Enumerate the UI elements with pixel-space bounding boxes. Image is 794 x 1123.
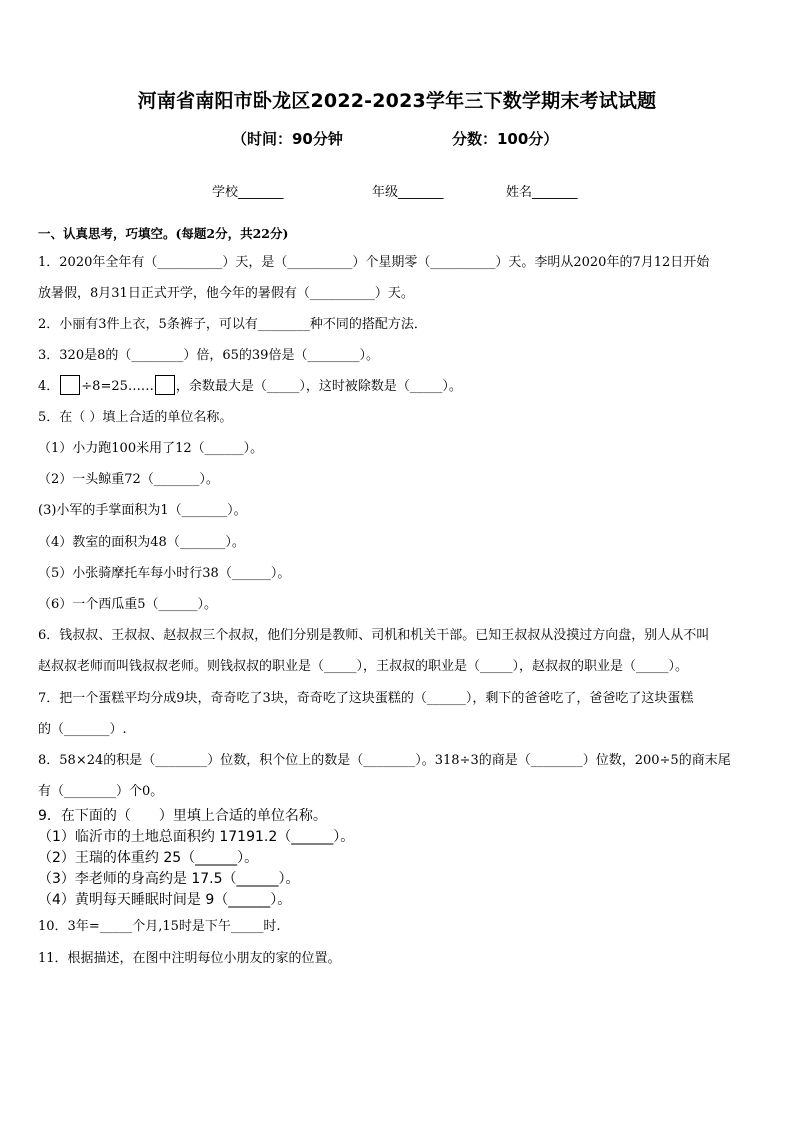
question-4 bbox=[38, 375, 462, 395]
question-4-middle: ÷8=25…… bbox=[81, 379, 154, 394]
question-10: 10．3年=_____个月,15时是下午_____时. bbox=[38, 919, 281, 934]
dividend-box bbox=[60, 375, 80, 395]
question-5-item-2: （2）一头鲸重72（_______）。 bbox=[38, 472, 219, 487]
question-5-item-6: （6）一个西瓜重5（______）。 bbox=[38, 597, 218, 612]
page-title: 河南省南阳市卧龙区2022-2023学年三下数学期末考试试题 bbox=[137, 90, 657, 112]
question-8-line-1: 8．58×24的积是（________）位数，积个位上的数是（________）。318÷3的商是（________）位数，200÷5的商末尾 bbox=[38, 753, 731, 768]
question-9-item-4: （4）黄明每天睡眠时间是 9（______）。 bbox=[38, 892, 292, 908]
question-9-item-1: （1）临沂市的土地总面积约 17191.2（______）。 bbox=[38, 829, 355, 845]
question-4-suffix: ，余数最大是（_____），这时被除数是（_____）。 bbox=[175, 379, 462, 394]
question-4-prefix: 4． bbox=[38, 379, 60, 394]
question-7-line-1: 7．把一个蛋糕平均分成9块，奇奇吃了3块，奇奇吃了这块蛋糕的（______），剩下的爸爸吃了，爸爸吃了这块蛋糕 bbox=[38, 691, 694, 706]
grade-field: 年级_______ bbox=[372, 185, 444, 200]
question-9-item-2: （2）王瑞的体重约 25（______）。 bbox=[38, 850, 259, 866]
question-8-line-2: 有（________）个0。 bbox=[38, 784, 164, 799]
exam-score: 分数：100分） bbox=[452, 130, 559, 148]
question-3: 3．320是8的（________）倍，65的39倍是（________）。 bbox=[38, 348, 379, 363]
question-2: 2．小丽有3件上衣，5条裤子，可以有________种不同的搭配方法． bbox=[38, 317, 427, 332]
name-field: 姓名_______ bbox=[506, 185, 578, 200]
question-9: 9．在下面的（ ）里填上合适的单位名称。 bbox=[38, 808, 327, 824]
question-5-item-4: （4）教室的面积为48（_______）。 bbox=[38, 535, 245, 550]
question-1-line-1: 1．2020年全年有（__________）天，是（__________）个星期零（__________）天。李明从2020年的7月12日开始 bbox=[38, 255, 710, 270]
question-11: 11．根据描述，在图中注明每位小朋友的家的位置。 bbox=[38, 951, 341, 966]
question-9-item-3: （3）李老师的身高约是 17.5（______）。 bbox=[38, 871, 300, 887]
question-1-line-2: 放暑假，8月31日正式开学，他今年的暑假有（__________）天。 bbox=[38, 286, 414, 301]
question-7-line-2: 的（_______）. bbox=[38, 722, 127, 737]
section-heading: 一、认真思考，巧填空。(每题2分，共22分) bbox=[38, 226, 289, 241]
question-5-item-5: （5）小张骑摩托车每小时行38（______）。 bbox=[38, 566, 291, 581]
remainder-box bbox=[155, 375, 175, 395]
question-6-line-1: 6．钱叔叔、王叔叔、赵叔叔三个叔叔，他们分别是教师、司机和机关干部。已知王叔叔从没摸过方向盘，别人从不叫 bbox=[38, 628, 710, 643]
exam-time: （时间：90分钟 bbox=[232, 130, 343, 148]
question-6-line-2: 赵叔叔老师而叫钱叔叔老师。则钱叔叔的职业是（_____），王叔叔的职业是（_____），赵叔叔的职业是（_____）。 bbox=[38, 659, 689, 674]
question-5-item-1: （1）小力跑100米用了12（______）。 bbox=[38, 441, 264, 456]
question-5: 5．在（ ）填上合适的单位名称。 bbox=[38, 410, 233, 425]
school-field: 学校_______ bbox=[212, 185, 284, 200]
question-5-item-3: (3)小军的手掌面积为1（_______）。 bbox=[38, 503, 247, 518]
